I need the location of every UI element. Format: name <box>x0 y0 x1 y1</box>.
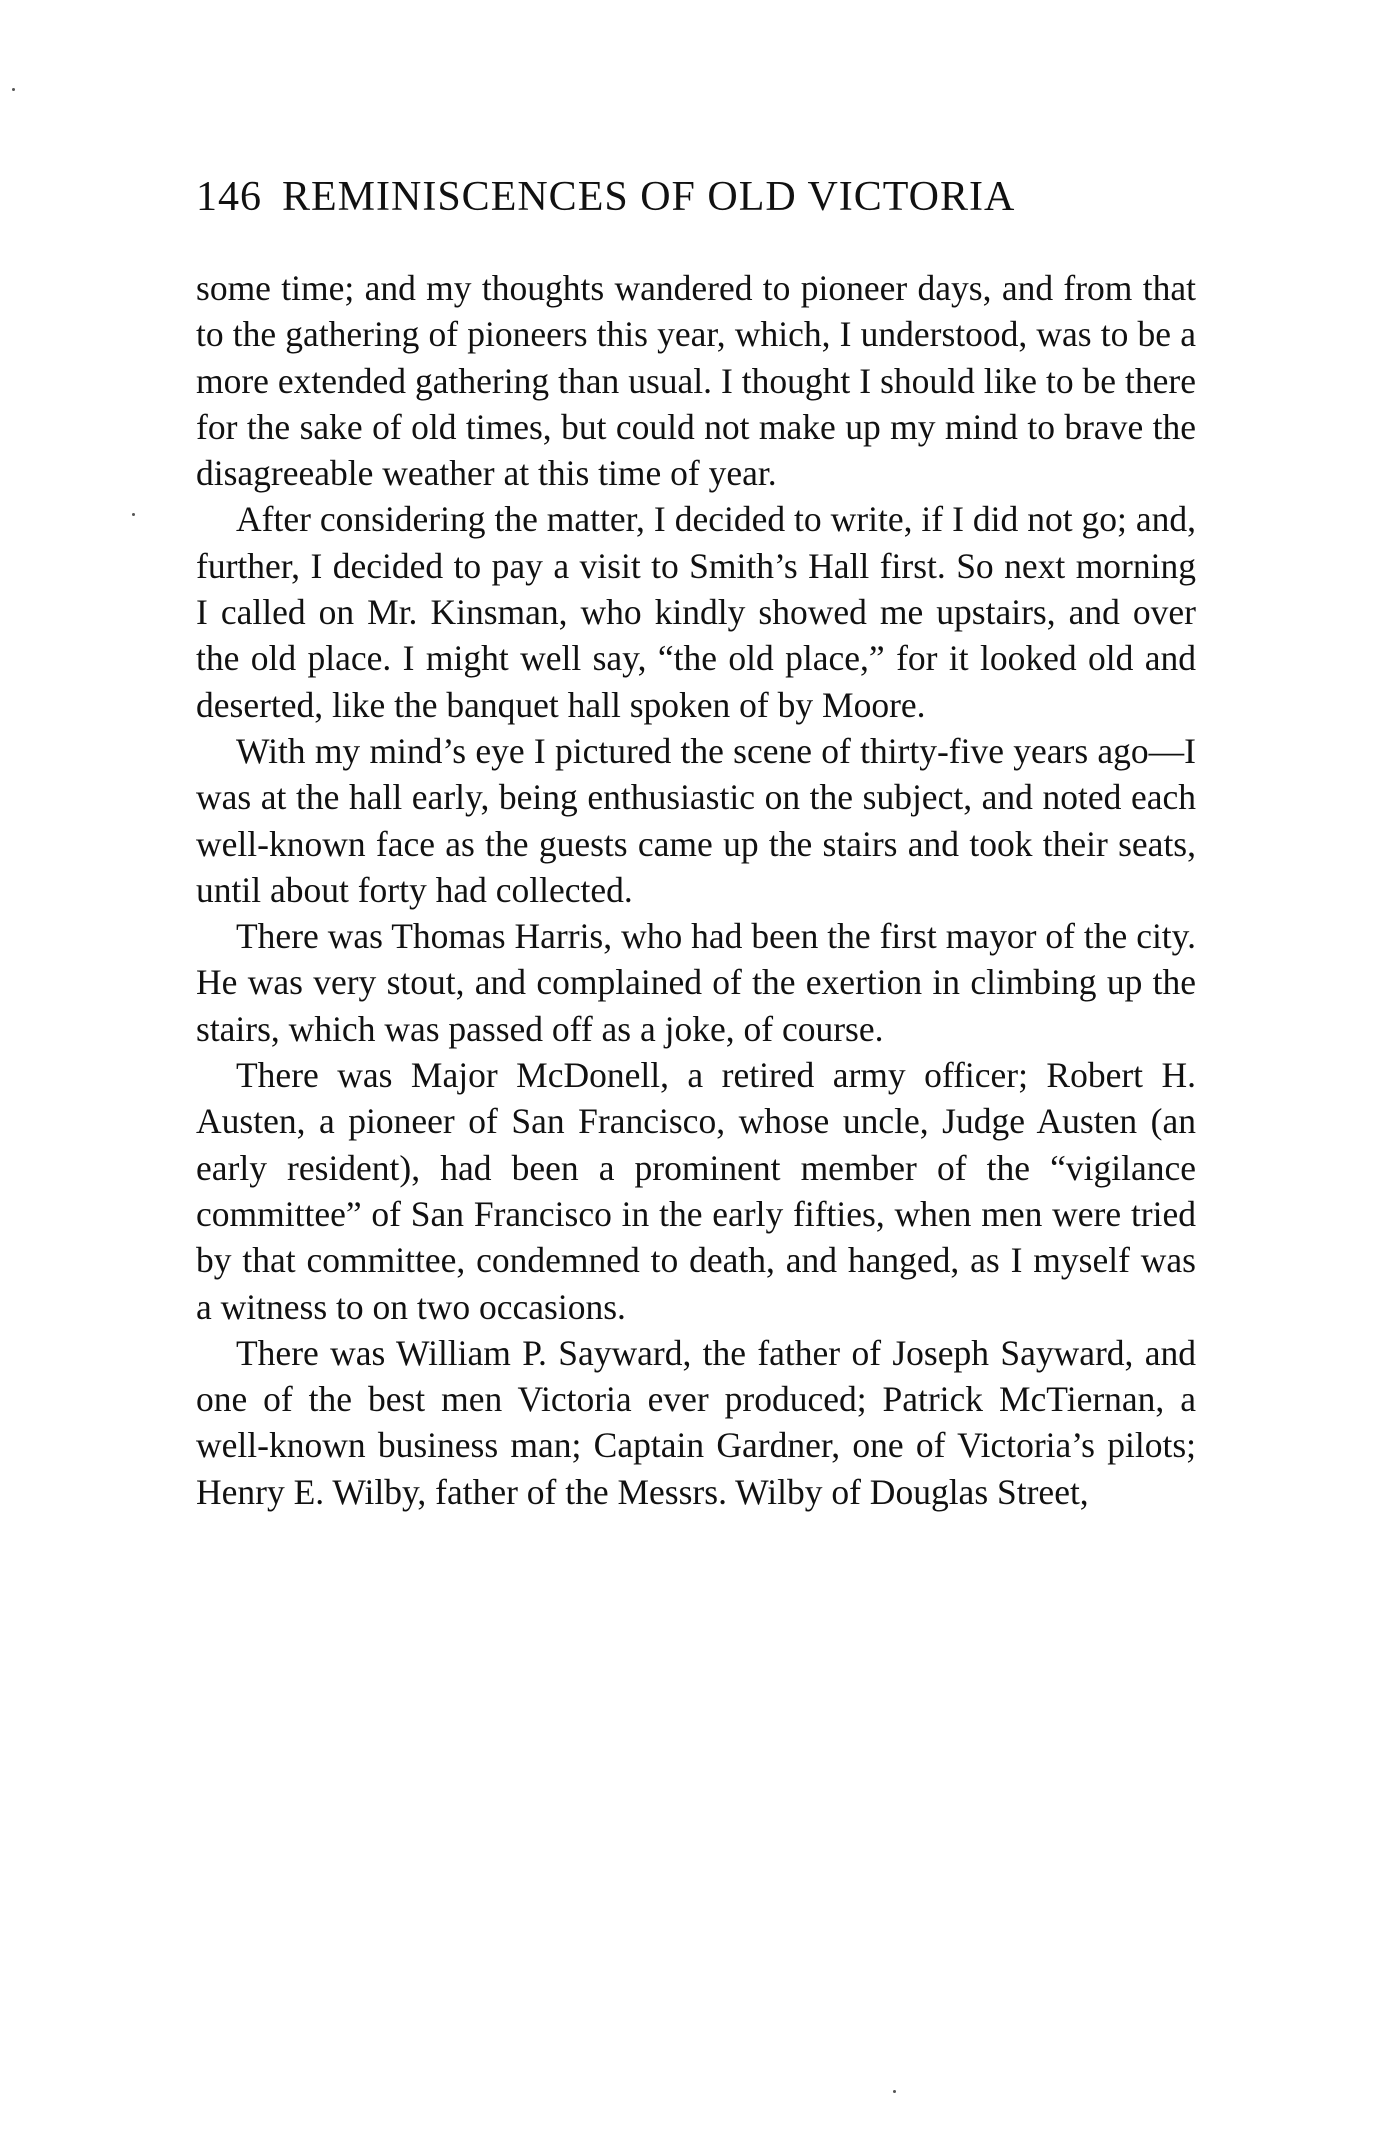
body-text <box>196 265 1196 1515</box>
paragraph: There was Thomas Harris, who had been the first mayor of the city. He was very stout, and complained of the exertion in climbing up the stairs, which was passed off as a joke, of course. <box>196 916 1196 1049</box>
running-title: REMINISCENCES OF OLD VICTORIA <box>282 174 1016 220</box>
scan-speck <box>132 513 135 516</box>
paragraph: With my mind’s eye I pictured the scene of thirty-five years ago—I was at the hall early, being enthusiastic on the subject, and noted each well-known face as the guests came up the stairs and took their seats, until about forty had collected. <box>196 730 1196 910</box>
paragraph: After considering the matter, I decided to write, if I did not go; and, further, I decided to pay a visit to Smith’s Hall first. So next morning I called on Mr. Kinsman, who kindly showed me upstairs, and over the old place. I might well say, “the old place,” for it looked old and deserted, like the banquet hall spoken of by Moore. <box>196 499 1196 725</box>
page-number: 146 <box>196 174 262 220</box>
paragraph: There was William P. Sayward, the father of Joseph Sayward, and one of the best men Victoria ever produced; Patrick McTiernan, a well-known business man; Captain Gardner, one of Victoria’s pilots; Henry E. Wilby, father of the Messrs. Wilby of Douglas Street, <box>196 1332 1196 1512</box>
paragraph: There was Major McDonell, a retired army officer; Robert H. Austen, a pioneer of San Francisco, whose uncle, Judge Austen (an early resident), had been a prominent member of the “vigilance committee” of San Francisco in the early fifties, when men were tried by that committee, condemned to death, and hanged, as I myself was a witness to on two occasions. <box>196 1055 1196 1327</box>
paragraph-continued: some time; and my thoughts wandered to pioneer days, and from that to the gathering of pioneers this year, which, I understood, was to be a more extended gathering than usual. I thought I should like to be there for the sake of old times, but could not make up my mind to brave the disagreeable weather at this time of year. <box>196 268 1196 494</box>
scan-speck <box>12 88 15 91</box>
running-header <box>196 172 1200 222</box>
scan-speck <box>893 2090 896 2093</box>
